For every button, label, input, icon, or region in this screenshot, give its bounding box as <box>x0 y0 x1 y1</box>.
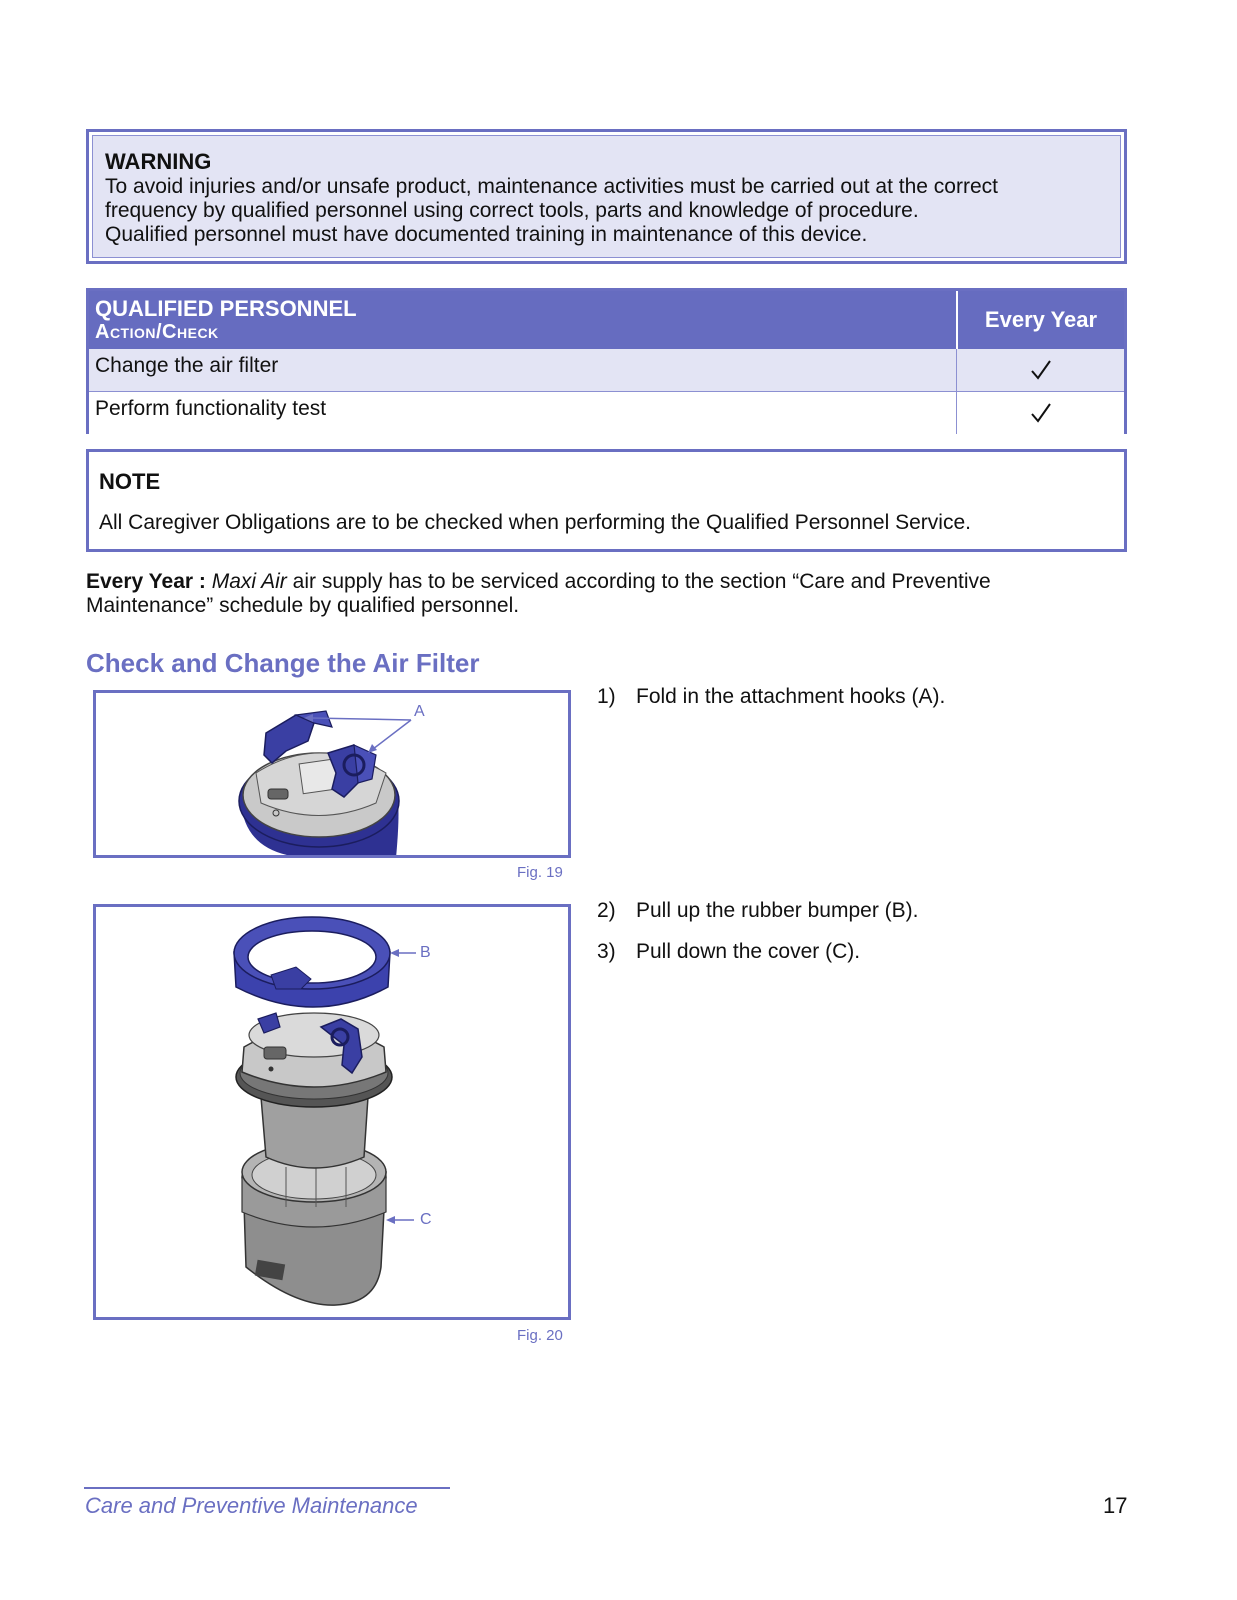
air-supply-exploded-illustration <box>96 907 568 1317</box>
table-header <box>89 291 1124 349</box>
every-year-paragraph <box>86 570 1126 618</box>
table-column-every-year: Every Year <box>956 291 1124 349</box>
section-title: Check and Change the Air Filter <box>86 648 480 678</box>
note-title: NOTE <box>99 469 161 494</box>
step-number: 2) <box>597 899 616 922</box>
warning-box <box>86 129 1127 264</box>
air-supply-top-illustration <box>96 693 568 855</box>
page-number: 17 <box>1103 1493 1128 1518</box>
figure-20-caption: Fig. 20 <box>517 1327 563 1344</box>
label-b: B <box>420 944 431 961</box>
warning-line-2: frequency by qualified personnel using correct tools, parts and knowledge of procedure. <box>105 199 919 222</box>
label-c: C <box>420 1211 432 1228</box>
paragraph-line-2: Maintenance” schedule by qualified personnel. <box>86 594 520 617</box>
note-box <box>86 449 1127 552</box>
maintenance-table <box>86 288 1127 434</box>
table-header-title: QUALIFIED PERSONNEL <box>95 296 357 321</box>
warning-line-1: To avoid injuries and/or unsafe product, maintenance activities must be carried out at the correct <box>105 175 998 198</box>
footer-section: Care and Preventive Maintenance <box>85 1493 418 1518</box>
warning-inner <box>92 135 1121 258</box>
checkmark-icon <box>956 349 1124 391</box>
table-row-label: Change the air filter <box>95 354 279 377</box>
step-text: Fold in the attachment hooks (A). <box>636 685 946 708</box>
table-row <box>89 392 1124 434</box>
table-header-subtitle: Action/Check <box>95 321 219 343</box>
note-body: All Caregiver Obligations are to be checked when performing the Qualified Personnel Service. <box>99 511 971 534</box>
step-number: 3) <box>597 940 616 963</box>
table-row <box>89 349 1124 392</box>
checkmark-icon <box>956 392 1124 434</box>
warning-title: WARNING <box>105 149 212 174</box>
figure-20 <box>93 904 571 1320</box>
paragraph-product: Maxi Air <box>211 570 287 593</box>
figure-19 <box>93 690 571 858</box>
footer-rule <box>84 1487 450 1489</box>
step-text: Pull down the cover (C). <box>636 940 861 963</box>
paragraph-text: air supply has to be serviced according to the section “Care and Preventive <box>292 570 991 593</box>
step-number: 1) <box>597 685 616 708</box>
step-text: Pull up the rubber bumper (B). <box>636 899 919 922</box>
figure-19-caption: Fig. 19 <box>517 864 563 881</box>
table-row-label: Perform functionality test <box>95 397 327 420</box>
label-a: A <box>414 703 425 720</box>
paragraph-lead: Every Year : <box>86 570 206 593</box>
warning-line-3: Qualified personnel must have documented training in maintenance of this device. <box>105 223 868 246</box>
